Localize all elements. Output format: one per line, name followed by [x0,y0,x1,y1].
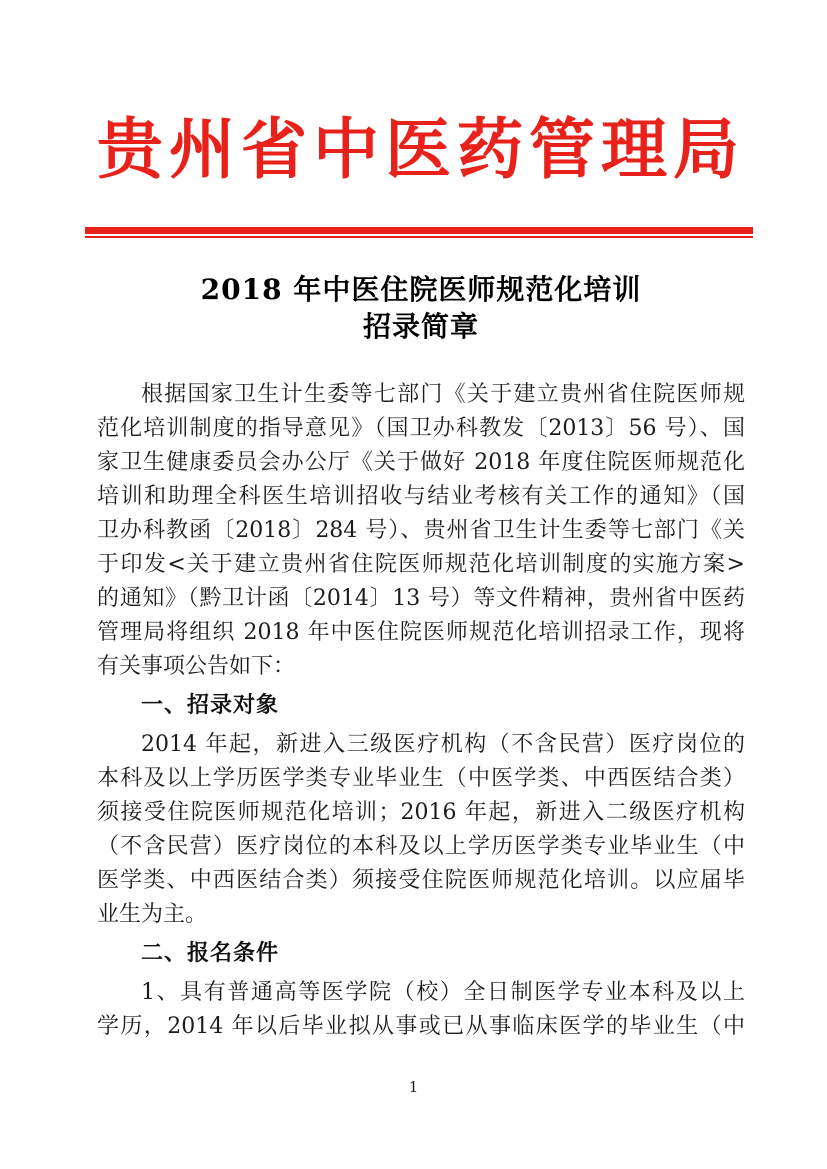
doc-title-line-2: 招录简章 [362,310,479,344]
paragraph-line: 1、具有普通高等医学院（校）全日制医学专业本科及以上 [141,980,745,1006]
paragraph-line: 有关事项公告如下： [97,654,296,680]
paragraph-line: 家卫生健康委员会办公厅《关于做好 2018 年度住院医师规范化 [97,450,745,476]
paragraph-line: 须接受住院医师规范化培训；2016 年起，新进入二级医疗机构 [97,800,745,826]
section-heading-1: 一、招录对象 [141,693,280,719]
paragraph-line: 业生为主。 [97,902,208,928]
red-divider-rule [85,227,753,238]
letterhead-title: 贵州省中医药管理局 [97,110,745,188]
doc-title-line-1: 2018 年中医住院医师规范化培训 [200,273,642,307]
paragraph-line: 2014 年起，新进入三级医疗机构（不含民营）医疗岗位的 [141,732,745,758]
page-number: 1 [408,1078,419,1096]
section-heading-2: 二、报名条件 [141,941,280,967]
paragraph-line: 培训和助理全科医生培训招收与结业考核有关工作的通知》（国 [97,484,745,510]
doc-title [0,271,827,345]
paragraph-line: 医学类、中西医结合类）须接受住院医师规范化培训。以应届毕 [97,868,745,894]
paragraph-line: （不含民营）医疗岗位的本科及以上学历医学类专业毕业生（中 [97,834,745,860]
document-body [0,378,827,1044]
paragraph-line: 管理局将组织 2018 年中医住院医师规范化培训招录工作，现将 [97,620,745,646]
paragraph-line: 卫办科教函〔2018〕284 号）、贵州省卫生计生委等七部门《关 [97,518,745,544]
paragraph-line: 学历，2014 年以后毕业拟从事或已从事临床医学的毕业生（中 [97,1014,745,1040]
paragraph-line: 的通知》（黔卫计函〔2014〕13 号）等文件精神，贵州省中医药 [97,586,745,612]
paragraph-line: 根据国家卫生计生委等七部门《关于建立贵州省住院医师规 [141,382,745,408]
paragraph-line: 于印发<关于建立贵州省住院医师规范化培训制度的实施方案> [97,552,745,578]
paragraph-line: 范化培训制度的指导意见》（国卫办科教发〔2013〕56 号）、国 [97,416,745,442]
paragraph-line: 本科及以上学历医学类专业毕业生（中医学类、中西医结合类） [97,766,745,792]
